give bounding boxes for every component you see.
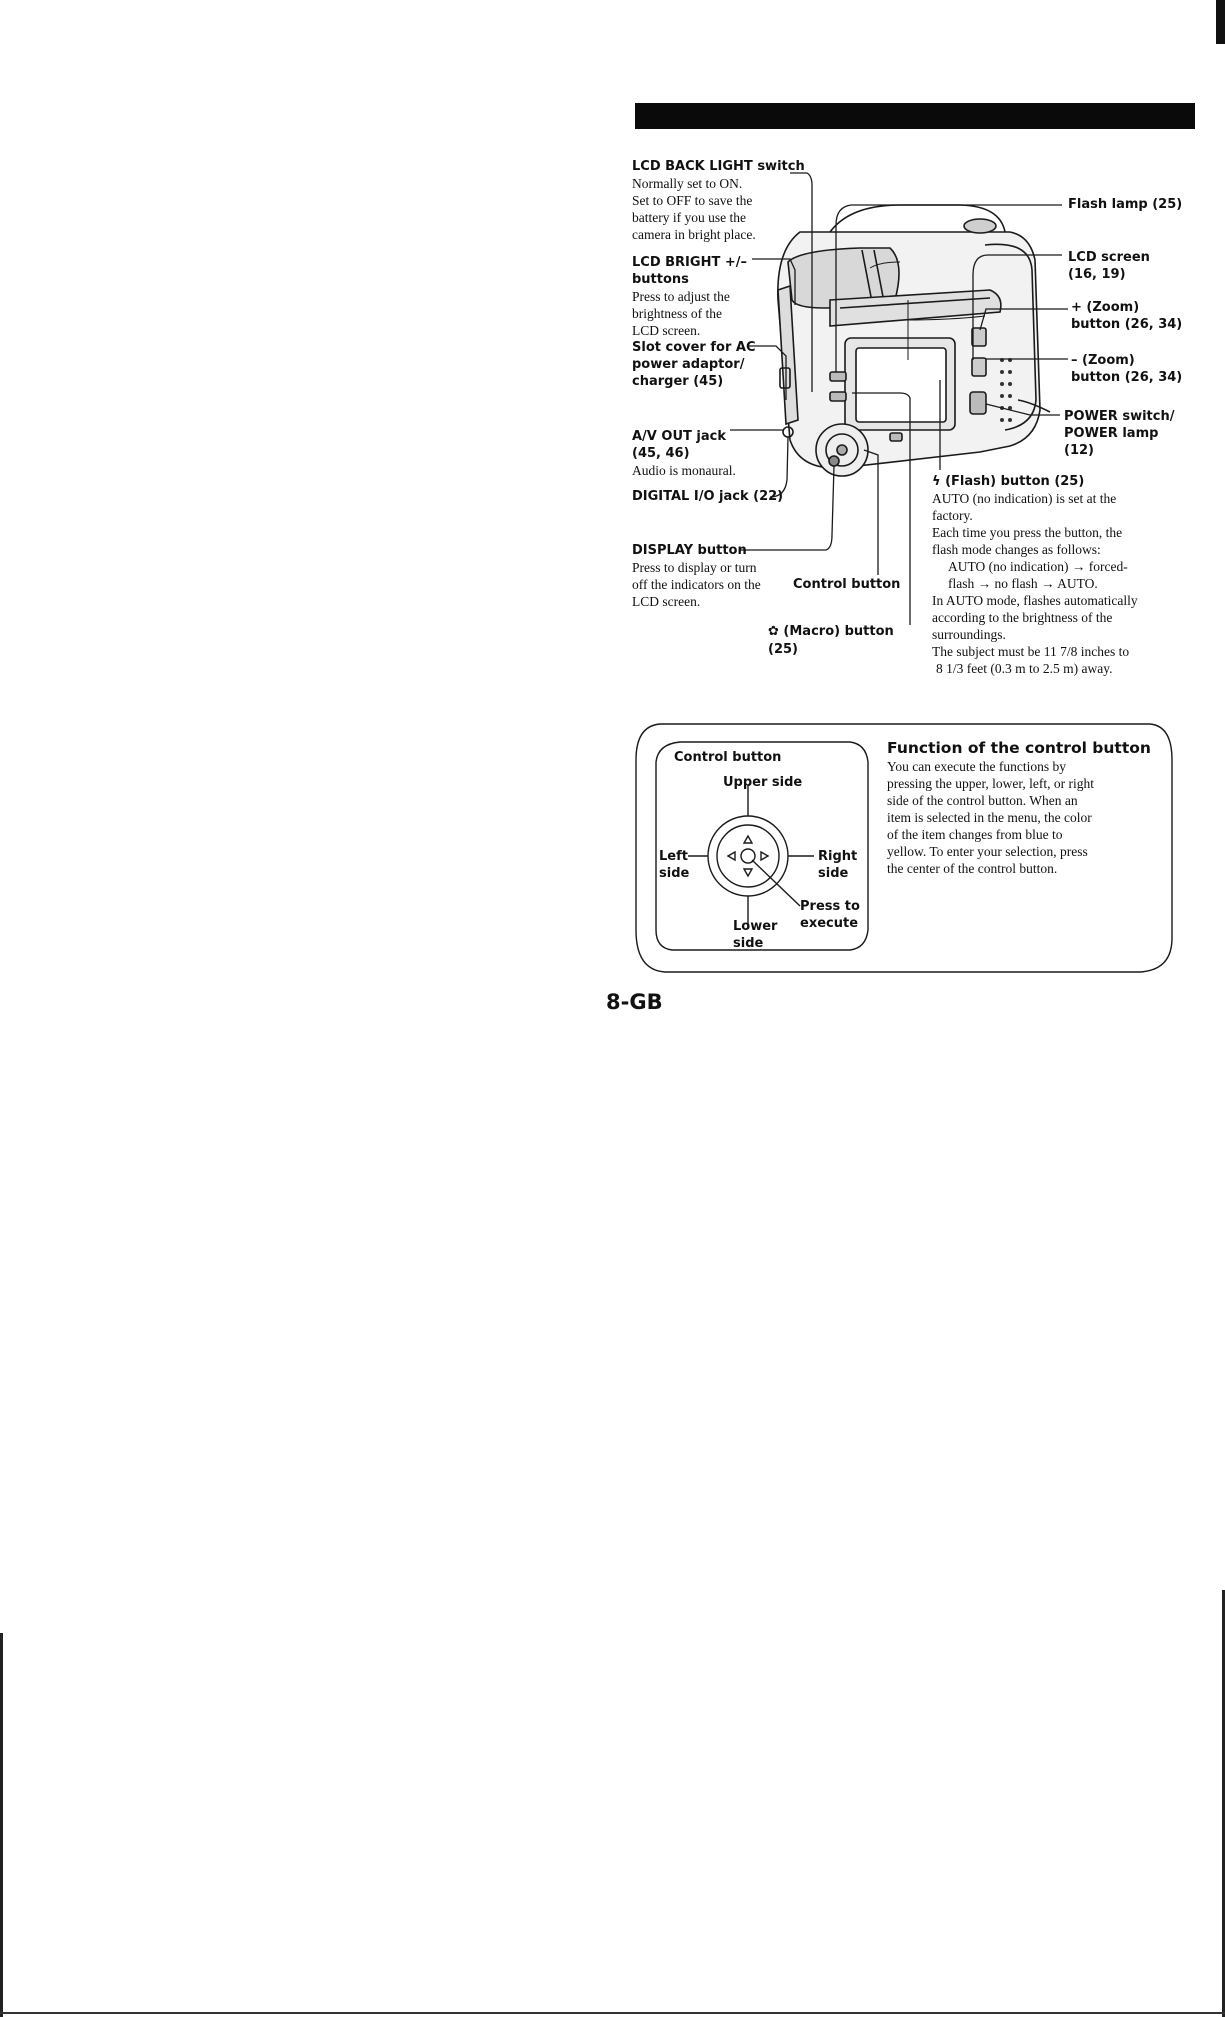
flash-icon: ϟ	[932, 474, 946, 489]
inset-upper-side: Upper side	[723, 775, 803, 790]
callout-flash-lamp	[1068, 196, 1198, 213]
inset-label: side	[818, 866, 849, 881]
callout-title: – (Zoom)	[1071, 353, 1135, 368]
callout-title: button (26, 34)	[1071, 370, 1183, 385]
callout-flash-button	[932, 472, 1202, 677]
callout-text: LCD screen.	[632, 323, 701, 338]
callout-title: Flash lamp (25)	[1068, 197, 1183, 212]
callout-text: The subject must be 11 7/8 inches to	[932, 644, 1130, 659]
callout-zoom-plus	[1071, 299, 1201, 333]
inset-title: Control button	[674, 750, 782, 765]
callout-title: POWER lamp	[1064, 426, 1159, 441]
macro-icon: ✿	[768, 624, 784, 639]
callout-digital-io	[632, 488, 802, 505]
callout-text: Press to adjust the	[632, 289, 730, 304]
callout-title: Slot cover for AC	[632, 340, 756, 355]
callout-text: In AUTO mode, flashes automatically	[932, 593, 1138, 608]
callout-macro-button	[768, 622, 928, 658]
inset-left-side	[659, 848, 689, 882]
inset-label: Right	[818, 849, 858, 864]
callout-zoom-minus	[1071, 352, 1201, 386]
callout-text: AUTO (no indication) → forced-	[948, 559, 1128, 574]
function-text: item is selected in the menu, the color	[887, 810, 1092, 825]
callout-title: charger (45)	[632, 374, 724, 389]
callout-title: power adaptor/	[632, 357, 745, 372]
callout-text: according to the brightness of the	[932, 610, 1113, 625]
callout-text: battery if you use the	[632, 210, 746, 225]
callout-title: buttons	[632, 272, 689, 287]
function-heading: Function of the control button	[887, 739, 1151, 757]
callout-text: flash mode changes as follows:	[932, 542, 1101, 557]
callout-text: 8 1/3 feet (0.3 m to 2.5 m) away.	[936, 661, 1113, 676]
callout-title: (Macro) button (25)	[768, 624, 894, 657]
function-section	[887, 738, 1177, 877]
callout-text: off the indicators on the	[632, 577, 761, 592]
callout-lcd-screen	[1068, 249, 1198, 283]
callout-title: LCD screen	[1068, 250, 1150, 265]
callout-title: (45, 46)	[632, 446, 690, 461]
callout-title: + (Zoom)	[1071, 300, 1140, 315]
inset-label: side	[733, 936, 764, 951]
inset-lower-side	[733, 918, 777, 952]
callout-text: flash → no flash → AUTO.	[948, 576, 1098, 591]
page-number: 8-GB	[606, 990, 663, 1014]
inset-label: side	[659, 866, 690, 881]
callout-title: POWER switch/	[1064, 409, 1175, 424]
callout-title: LCD BRIGHT +/–	[632, 255, 747, 270]
function-text: the center of the control button.	[887, 861, 1058, 876]
callout-title: LCD BACK LIGHT switch	[632, 159, 805, 174]
callout-text: Set to OFF to save the	[632, 193, 753, 208]
callout-display-button	[632, 542, 812, 610]
callout-title: (Flash) button (25)	[945, 474, 1085, 489]
callout-text: Each time you press the button, the	[932, 525, 1123, 540]
callout-slot-cover	[632, 339, 782, 390]
callout-text: Press to display or turn	[632, 560, 757, 575]
inset-label: Lower	[733, 919, 778, 934]
callout-title: button (26, 34)	[1071, 317, 1183, 332]
inset-label: Left	[659, 849, 688, 864]
callout-text: Normally set to ON.	[632, 176, 743, 191]
callout-text: brightness of the	[632, 306, 722, 321]
callout-title: Control button	[793, 577, 901, 592]
callout-title: DIGITAL I/O jack (22)	[632, 489, 784, 504]
callout-lcd-back-light	[632, 158, 832, 243]
inset-label: Press to	[800, 899, 860, 914]
function-text: side of the control button. When an	[887, 793, 1078, 808]
inset-right-side	[818, 848, 857, 882]
callout-title: (16, 19)	[1068, 267, 1126, 282]
callout-av-out	[632, 428, 782, 479]
callout-text: surroundings.	[932, 627, 1006, 642]
callout-lcd-bright	[632, 254, 782, 339]
callout-text: factory.	[932, 508, 973, 523]
callout-title: A/V OUT jack	[632, 429, 726, 444]
inset-press-execute	[800, 898, 860, 932]
callout-title: (12)	[1064, 443, 1094, 458]
function-text: yellow. To enter your selection, press	[887, 844, 1088, 859]
callout-power	[1064, 408, 1204, 459]
callout-text: AUTO (no indication) is set at the	[932, 491, 1117, 506]
function-text: of the item changes from blue to	[887, 827, 1063, 842]
callout-text: Audio is monaural.	[632, 463, 736, 478]
inset-label: execute	[800, 916, 859, 931]
function-text: pressing the upper, lower, left, or right	[887, 776, 1094, 791]
callout-text: camera in bright place.	[632, 227, 756, 242]
function-text: You can execute the functions by	[887, 759, 1066, 774]
callout-text: LCD screen.	[632, 594, 701, 609]
callout-title: DISPLAY button	[632, 543, 747, 558]
callout-control-button	[793, 576, 913, 593]
